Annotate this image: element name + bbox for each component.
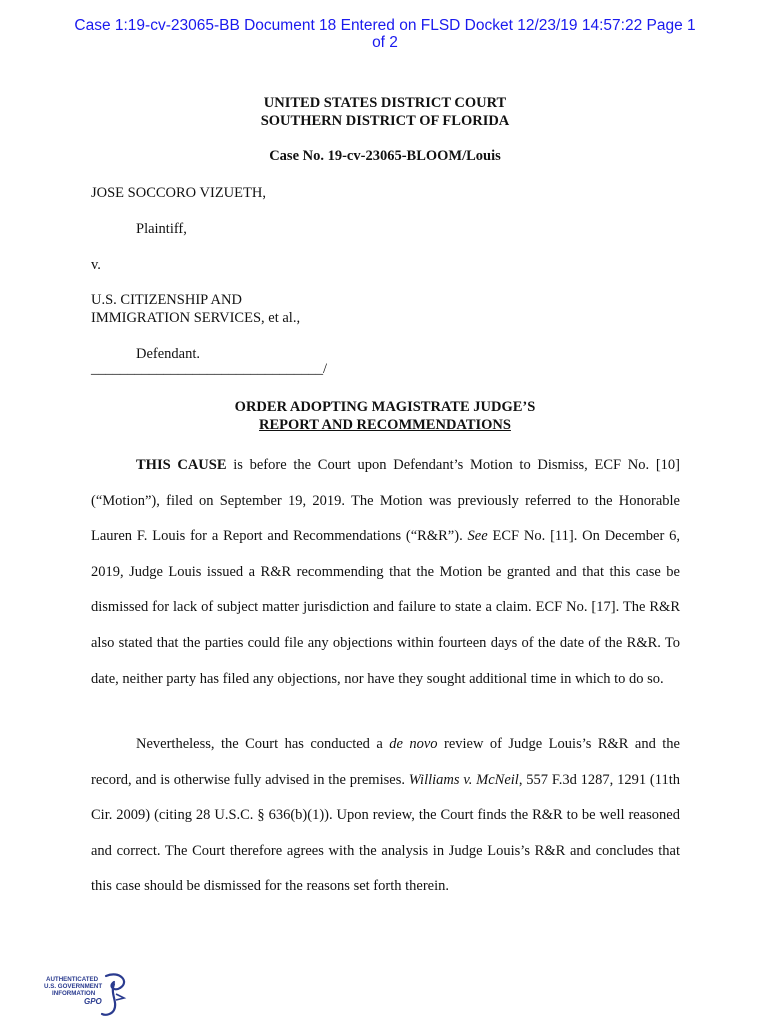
paragraph-1 [91, 448, 680, 697]
plaintiff-name: JOSE SOCCORO VIZUETH, [91, 185, 266, 201]
paragraph-2-text-b: review of Judge Louis’s R&R and the record, and is otherwise fully advised in the premises. [91, 736, 680, 788]
plaintiff-role: Plaintiff, [136, 221, 187, 237]
paragraph-1-text-b: ECF No. [11]. On December 6, 2019, Judge Louis issued a R&R recommending that the Motion be granted and that this case be dismissed for lack of subject matter jurisdiction and failure to state a claim. ECF No. [17]. The R&R also stated that the parties could file any objections within fourteen days of the date of the R&R. To date, neither party has filed any objections, nor have they sought additional time in which to do so. [91, 528, 680, 687]
docket-header [0, 17, 770, 51]
docket-line-2: of 2 [372, 34, 398, 51]
see-signal: See [467, 528, 488, 545]
court-district: SOUTHERN DISTRICT OF FLORIDA [260, 113, 510, 129]
court-name: UNITED STATES DISTRICT COURT [263, 95, 507, 111]
gpo-seal-line-1: AUTHENTICATED [46, 976, 99, 983]
paragraph-2-text-a: Nevertheless, the Court has conducted a [136, 736, 390, 752]
gpo-seal-mark: GPO [84, 997, 102, 1006]
gpo-seal-line-3: INFORMATION [52, 990, 96, 997]
de-novo-term: de novo [389, 736, 438, 752]
case-number: Case No. 19-cv-23065-BLOOM/Louis [269, 148, 501, 164]
gpo-seal-icon [44, 972, 128, 1018]
defendant-role: Defendant. [136, 346, 201, 362]
docket-line-1: Case 1:19-cv-23065-BB Document 18 Entered on FLSD Docket 12/23/19 14:57:22 Page 1 [74, 17, 696, 34]
gpo-seal-line-2: U.S. GOVERNMENT [44, 983, 103, 990]
order-title-line-2: REPORT AND RECOMMENDATIONS [259, 417, 511, 433]
paragraph-2 [91, 727, 680, 905]
this-cause-lead: THIS CAUSE [136, 457, 227, 473]
case-citation: Williams v. McNeil [408, 771, 519, 788]
defendant-name [91, 291, 300, 327]
gpo-authentication-seal [44, 972, 128, 1023]
versus-label: v. [91, 257, 101, 273]
defendant-name-line-2: IMMIGRATION SERVICES, et al., [91, 310, 301, 326]
paragraph-1-text-a: is before the Court upon Defendant’s Motion to Dismiss, ECF No. [10] (“Motion”), filed on September 19, 2019. The Motion was previously referred to the Honorable Lauren F. Louis for a Report and Recommendations (“R&R”). [91, 457, 681, 545]
court-heading [0, 94, 770, 130]
order-title-line-1: ORDER ADOPTING MAGISTRATE JUDGE’S [234, 399, 536, 415]
defendant-name-line-1: U.S. CITIZENSHIP AND [91, 292, 242, 308]
caption-rule: ________________________________/ [91, 361, 328, 377]
paragraph-2-text-c: , 557 F.3d 1287, 1291 (11th Cir. 2009) (citing 28 U.S.C. § 636(b)(1)). Upon review, the Court finds the R&R to be well reasoned and correct. The Court therefore agrees with the analysis in Judge Louis’s R&R and concludes that this case should be dismissed for the reasons set forth therein. [91, 771, 680, 895]
order-title [0, 398, 770, 434]
